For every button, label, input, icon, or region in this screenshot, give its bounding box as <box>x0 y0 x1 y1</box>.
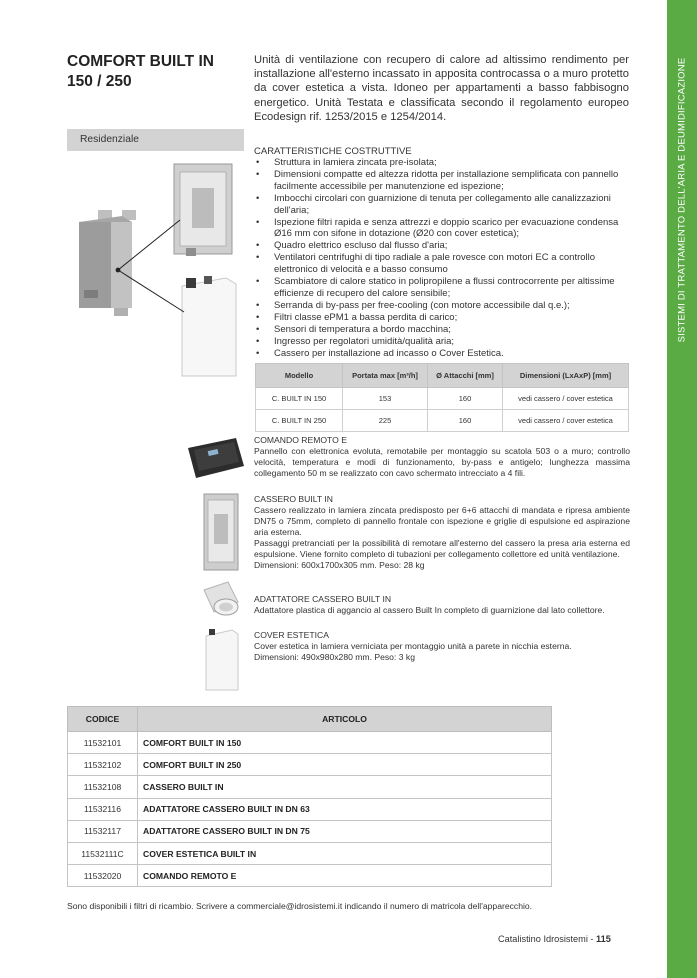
list-item: • Struttura in lamiera zincata pre-isolata; <box>254 157 632 169</box>
list-item: • Scambiatore di calore statico in polipropilene a flussi controcorrente per altissime efficienze di recupero del calore sensibile; <box>254 276 632 300</box>
footer-separator: - <box>587 934 597 944</box>
spec-cell: 160 <box>428 388 503 410</box>
table-row <box>68 776 552 798</box>
title-line-2: 150 / 250 <box>67 73 132 90</box>
accessory-title: ADATTATORE CASSERO BUILT IN <box>254 594 392 604</box>
product-illustration <box>74 160 250 380</box>
accessory-title: COMANDO REMOTO E <box>254 435 347 445</box>
accessory-line: Cassero realizzato in lamiera zincata predisposto per 6+6 attacchi di mandata e ripresa ambiente DN75 o 75mm, completo di pannello frontale con ispezione e griglie di espulsione ed aspirazione aria esterna. <box>254 505 630 537</box>
article-header: ARTICOLO <box>138 707 552 732</box>
remote-control-image <box>184 436 248 482</box>
spec-cell: 153 <box>343 388 428 410</box>
page-footer <box>498 934 611 944</box>
table-row <box>256 410 629 432</box>
cassero-thumb-image <box>202 492 242 574</box>
product-title <box>67 52 247 92</box>
accessory-line: Cover estetica in lamiera verniciata per montaggio unità a parete in nicchia esterna. <box>254 641 572 651</box>
table-row <box>68 754 552 776</box>
code-table <box>67 706 552 887</box>
accessory-description <box>254 505 630 570</box>
code-cell: 11532102 <box>68 754 138 776</box>
accessory-line: Adattatore plastica di aggancio al cassero Built In completo di guarnizione dal lato collettore. <box>254 605 605 615</box>
code-cell: 11532111C <box>68 842 138 864</box>
catalog-name: Catalistino Idrosistemi <box>498 934 588 944</box>
cassero-image <box>174 164 232 256</box>
spec-cell: 225 <box>343 410 428 432</box>
list-item: • Ventilatori centrifughi di tipo radiale a pale rovesce con motori EC a controllo elettronico di velocità e a basso consumo <box>254 252 632 276</box>
page-number: 115 <box>596 934 611 944</box>
list-item: • Cassero per installazione ad incasso o Cover Estetica. <box>254 348 632 360</box>
accessory-title: COVER ESTETICA <box>254 630 329 640</box>
spec-header: Modello <box>256 364 343 388</box>
table-row <box>68 842 552 864</box>
adapter-image <box>198 578 244 620</box>
accessory-line: Passaggi pretranciati per la possibilità di remotare all'esterno del cassero la presa aria esterna ed espulsione. Viene fornito completo di tubazioni per collegamento collettore ed unità ventilazione. <box>254 537 630 559</box>
code-header: CODICE <box>68 707 138 732</box>
spec-cell: 160 <box>428 410 503 432</box>
list-item: • Ispezione filtri rapida e senza attrezzi e doppio scarico per evacuazione condensa Ø16 mm con sifone in dotazione (Ø20 con cover estetica); <box>254 217 632 241</box>
article-cell: COMFORT BUILT IN 250 <box>138 754 552 776</box>
title-line-1: COMFORT BUILT IN <box>67 53 214 70</box>
footnote: Sono disponibili i filtri di ricambio. Scrivere a commerciale@idrosistemi.it indicando il numero di matricola dell'apparecchio. <box>67 901 533 911</box>
article-cell: COMFORT BUILT IN 150 <box>138 732 552 754</box>
characteristics-list <box>254 157 632 359</box>
article-cell: CASSERO BUILT IN <box>138 776 552 798</box>
list-item: • Quadro elettrico escluso dal flusso d'aria; <box>254 240 632 252</box>
spec-cell: vedi cassero / cover estetica <box>503 388 629 410</box>
list-item: • Filtri classe ePM1 a bassa perdita di carico; <box>254 312 632 324</box>
list-item: • Dimensioni compatte ed altezza ridotta per installazione semplificata con pannello facilmente accessibile per manutenzione ed ispezione; <box>254 169 632 193</box>
accessory-description <box>254 641 630 663</box>
accessory-title: CASSERO BUILT IN <box>254 494 333 504</box>
spec-cell: C. BUILT IN 250 <box>256 410 343 432</box>
product-intro: Unità di ventilazione con recupero di calore ad altissimo rendimento per installazione all'esterno incassato in apposita controcassa o a muro protetto da cover estetica a vista. Idoneo per appartamenti a basso fabbisogno energetico. Unità Testata e classificata secondo il regolamento europeo Ecodesign rif. 1253/2015 e 1254/2014. <box>254 54 629 123</box>
accessory-line: Dimensioni: 490x980x280 mm. Peso: 3 kg <box>254 651 415 662</box>
cover-image <box>182 276 236 376</box>
code-cell: 11532101 <box>68 732 138 754</box>
table-row <box>68 732 552 754</box>
category-bar <box>67 129 244 151</box>
list-item: • Ingresso per regolatori umidità/qualità aria; <box>254 336 632 348</box>
code-header-row <box>68 707 552 732</box>
characteristics-title: CARATTERISTICHE COSTRUTTIVE <box>254 146 412 157</box>
spec-cell: vedi cassero / cover estetica <box>503 410 629 432</box>
table-row <box>256 388 629 410</box>
accessory-line: Pannello con elettronica evoluta, remotabile per montaggio su scatola 503 o a muro; controllo velocità, temperatura e modi di funzionamento, by-pass e antigelo; lunghezza massima collegamento 50 m se realizzato con cavo schermato intrecciato a 4 fili. <box>254 446 630 478</box>
article-cell: ADATTATORE CASSERO BUILT IN DN 63 <box>138 798 552 820</box>
list-item: • Imbocchi circolari con guarnizione di tenuta per collegamento alle canalizzazioni dell'aria; <box>254 193 632 217</box>
spec-header: Portata max [m³/h] <box>343 364 428 388</box>
article-cell: ADATTATORE CASSERO BUILT IN DN 75 <box>138 820 552 842</box>
table-row <box>68 865 552 887</box>
spec-header: Dimensioni (LxAxP) [mm] <box>503 364 629 388</box>
cover-thumb-image <box>202 626 242 692</box>
article-cell: COMANDO REMOTO E <box>138 865 552 887</box>
spec-table <box>255 363 629 432</box>
table-row <box>68 820 552 842</box>
table-row <box>68 798 552 820</box>
accessory-description <box>254 605 630 616</box>
code-cell: 11532116 <box>68 798 138 820</box>
category-label: Residenziale <box>80 134 139 145</box>
code-cell: 11532020 <box>68 865 138 887</box>
side-category-label: SISTEMI DI TRATTAMENTO DELL'ARIA E DEUMIDIFICAZIONE <box>676 57 688 343</box>
code-cell: 11532117 <box>68 820 138 842</box>
list-item: • Sensori di temperatura a bordo macchina; <box>254 324 632 336</box>
list-item: • Serranda di by-pass per free-cooling (con motore accessibile dal q.e.); <box>254 300 632 312</box>
spec-header: Ø Attacchi [mm] <box>428 364 503 388</box>
article-cell: COVER ESTETICA BUILT IN <box>138 842 552 864</box>
accessory-line: Dimensioni: 600x1700x305 mm. Peso: 28 kg <box>254 559 425 570</box>
spec-header-row <box>256 364 629 388</box>
spec-cell: C. BUILT IN 150 <box>256 388 343 410</box>
code-cell: 11532108 <box>68 776 138 798</box>
accessory-description <box>254 446 630 479</box>
